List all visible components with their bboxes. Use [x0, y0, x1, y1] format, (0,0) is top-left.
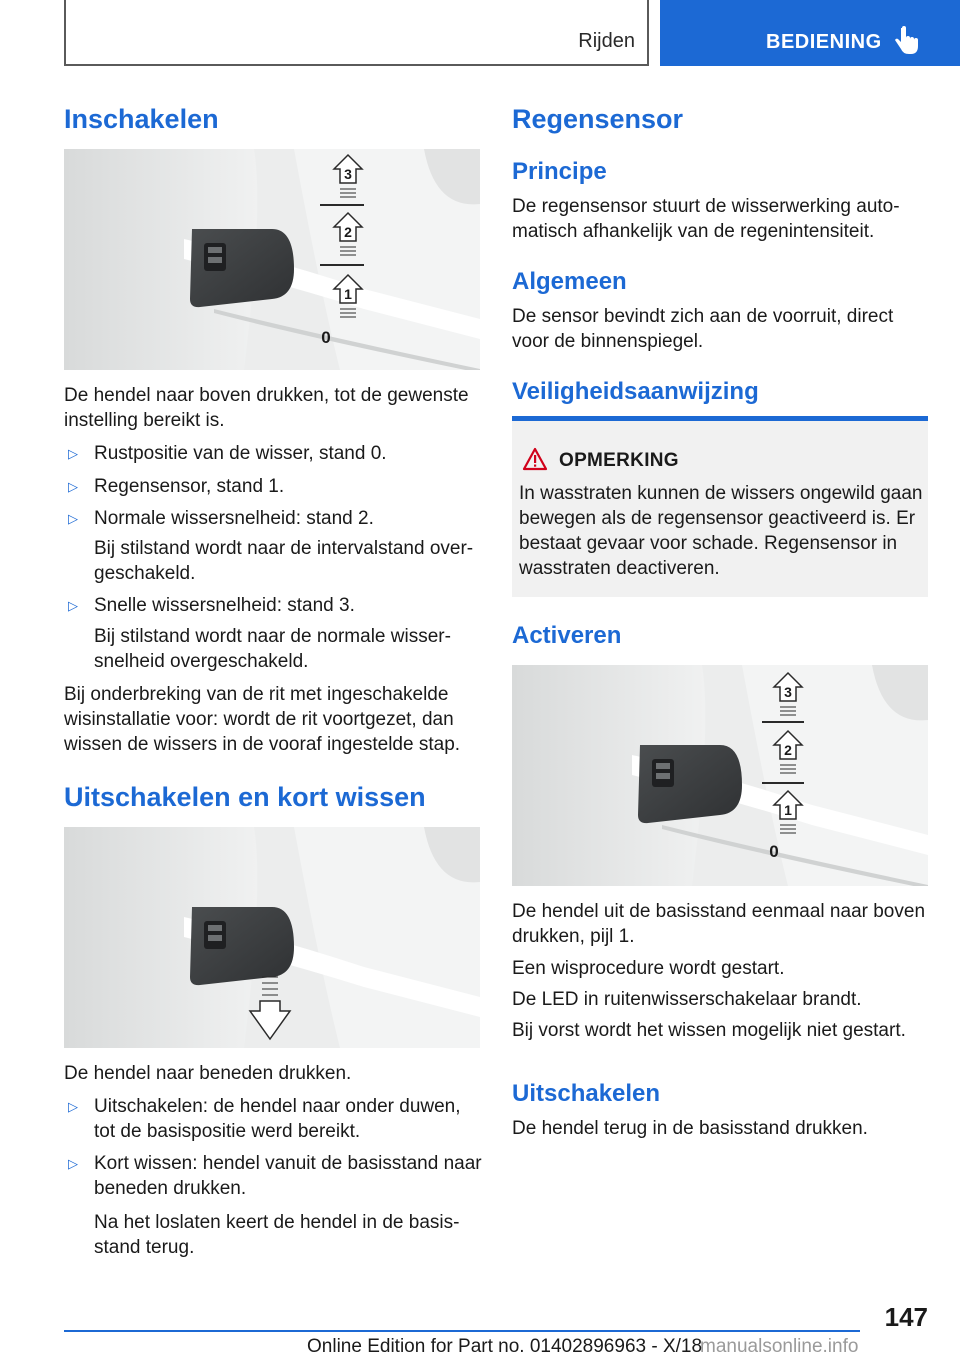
list-item: ▷ Normale wissersnelheid: stand 2. — [68, 508, 374, 529]
arrow-label-1: 1 — [344, 286, 352, 302]
triangle-bullet-icon: ▷ — [68, 511, 78, 526]
footer-edition: Online Edition for Part no. 01402896963 - X/18 — [307, 1336, 703, 1357]
header-chapter: Rijden — [578, 30, 635, 52]
sub-paragraph: Bij stilstand wordt naar de normale wisser-snelheid overgeschakeld. — [94, 626, 451, 672]
arrow-label-0: 0 — [769, 842, 779, 861]
figure-wiper-lever-down — [64, 827, 480, 1048]
warning-box — [512, 416, 928, 597]
header-section: BEDIENING — [766, 31, 882, 53]
list-item: ▷ Regensensor, stand 1. — [68, 476, 285, 497]
arrow-label-2: 2 — [344, 224, 352, 240]
page-number: 147 — [884, 1302, 928, 1332]
wiper-lever-illustration — [64, 827, 480, 1048]
figure-wiper-lever-up — [64, 149, 480, 370]
paragraph-algemeen: De sensor bevindt zich aan de voorruit, direct voor de binnenspiegel. — [512, 306, 894, 352]
arrow-label-2: 2 — [784, 742, 792, 758]
figure-wiper-lever-activate — [512, 665, 928, 886]
hand-pointer-icon — [894, 26, 920, 56]
heading-uitschakelen: Uitschakelen — [512, 1080, 661, 1107]
heading-inschakelen: Inschakelen — [64, 104, 219, 134]
triangle-bullet-icon: ▷ — [68, 1156, 78, 1171]
heading-activeren: Activeren — [512, 622, 622, 649]
list-item: ▷ Kort wissen: hendel vanuit de basisstand naar beneden drukken. — [68, 1153, 482, 1199]
paragraph-beneden: De hendel naar beneden drukken. — [64, 1063, 352, 1084]
heading-regensensor: Regensensor — [512, 104, 684, 134]
wiper-lever-illustration — [512, 665, 928, 886]
paragraph-onderbreking: Bij onderbreking van de rit met ingeschakelde wisinstallatie voor: wordt de rit voortgezet, dan wissen de wissers in de vooraf ingestelde stap. — [64, 684, 461, 755]
arrow-label-3: 3 — [784, 684, 792, 700]
footer-watermark: manualsonline.info — [700, 1336, 859, 1357]
paragraph-inschakelen: De hendel naar boven drukken, tot de gewenste instelling bereikt is. — [64, 385, 469, 431]
heading-veiligheidsaanwijzing: Veiligheidsaanwijzing — [512, 378, 759, 405]
paragraph-activeren-2: Een wisprocedure wordt gestart. — [512, 958, 785, 979]
header-chapter-box — [64, 0, 649, 66]
list-item: ▷ Snelle wissersnelheid: stand 3. — [68, 595, 355, 616]
arrow-label-1: 1 — [784, 802, 792, 818]
paragraph-uitschakelen: De hendel terug in de basisstand drukken. — [512, 1118, 868, 1139]
paragraph-activeren-4: Bij vorst wordt het wissen mogelijk niet gestart. — [512, 1020, 906, 1041]
triangle-bullet-icon: ▷ — [68, 598, 78, 613]
warning-title: OPMERKING — [559, 450, 679, 471]
triangle-bullet-icon: ▷ — [68, 479, 78, 494]
heading-uitschakelen-kort-wissen: Uitschakelen en kort wissen — [64, 782, 426, 812]
header-section-box — [660, 0, 960, 66]
sub-paragraph: Bij stilstand wordt naar de intervalstand over-geschakeld. — [94, 538, 474, 584]
sub-paragraph: Na het loslaten keert de hendel in de basis-stand terug. — [94, 1212, 460, 1258]
heading-principe: Principe — [512, 158, 607, 185]
triangle-bullet-icon: ▷ — [68, 1099, 78, 1114]
list-item: ▷ Uitschakelen: de hendel naar onder duwen, tot de basispositie werd bereikt. — [68, 1096, 461, 1142]
footer-divider — [64, 1330, 860, 1332]
triangle-bullet-icon: ▷ — [68, 446, 78, 461]
arrow-label-3: 3 — [344, 166, 352, 182]
wiper-lever-illustration — [64, 149, 480, 370]
list-item: ▷ Rustpositie van de wisser, stand 0. — [68, 443, 387, 464]
paragraph-activeren-1: De hendel uit de basisstand eenmaal naar boven drukken, pijl 1. — [512, 901, 926, 947]
paragraph-activeren-3: De LED in ruitenwisserschakelaar brandt. — [512, 989, 862, 1010]
arrow-label-0: 0 — [321, 328, 331, 347]
heading-algemeen: Algemeen — [512, 268, 627, 295]
warning-text: In wasstraten kunnen de wissers ongewild gaan bewegen als de regensensor geactiveerd is. Er bestaat gevaar voor schade. Regensensor in wasstraten deactiveren. — [519, 483, 923, 579]
warning-triangle-icon — [522, 447, 548, 471]
paragraph-principe: De regensensor stuurt de wisserwerking auto-matisch afhankelijk van de regenintensiteit. — [512, 196, 900, 242]
